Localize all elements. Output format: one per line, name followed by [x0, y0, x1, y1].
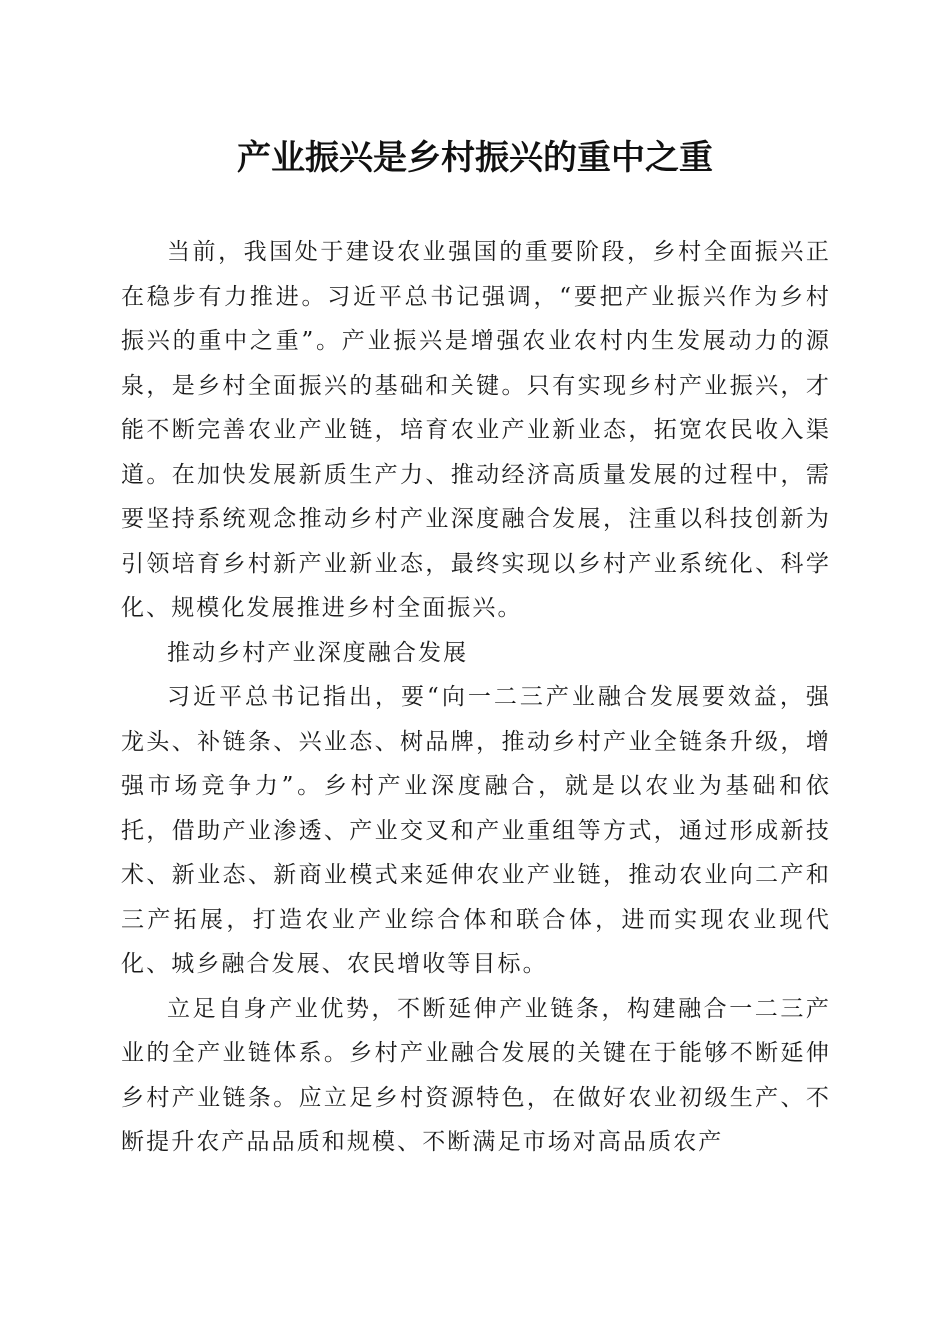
paragraph-intro: 当前，我国处于建设农业强国的重要阶段，乡村全面振兴正在稳步有力推进。习近平总书记强调，“要把产业振兴作为乡村振兴的重中之重”。产业振兴是增强农业农村内生发展动力的源泉，是乡村全面振兴的基础和关键。只有实现乡村产业振兴，才能不断完善农业产业链，培育农业产业新业态，拓宽农民收入渠道。在加快发展新质生产力、推动经济高质量发展的过程中，需要坚持系统观念推动乡村产业深度融合发展，注重以科技创新为引领培育乡村新产业新业态，最终实现以乡村产业系统化、科学化、规模化发展推进乡村全面振兴。 — [121, 239, 831, 621]
document-title: 产业振兴是乡村振兴的重中之重 — [237, 138, 713, 178]
paragraph-quote: 习近平总书记指出，要“向一二三产业融合发展要效益，强龙头、补链条、兴业态、树品牌，推动乡村产业全链条升级，增强市场竞争力”。乡村产业深度融合，就是以农业为基础和依托，借助产业渗透、产业交叉和产业重组等方式，通过形成新技术、新业态、新商业模式来延伸农业产业链，推动农业向二产和三产拓展，打造农业产业综合体和联合体，进而实现农业现代化、城乡融合发展、农民增收等目标。 — [121, 684, 831, 977]
document-body — [121, 230, 831, 1165]
section-heading: 推动乡村产业深度融合发展 — [167, 639, 469, 666]
paragraph-industry-chain: 立足自身产业优势，不断延伸产业链条，构建融合一二三产业的全产业链体系。乡村产业融合发展的关键在于能够不断延伸乡村产业链条。应立足乡村资源特色，在做好农业初级生产、不断提升农产品品质和规模、不断满足市场对高品质农产 — [121, 995, 831, 1155]
